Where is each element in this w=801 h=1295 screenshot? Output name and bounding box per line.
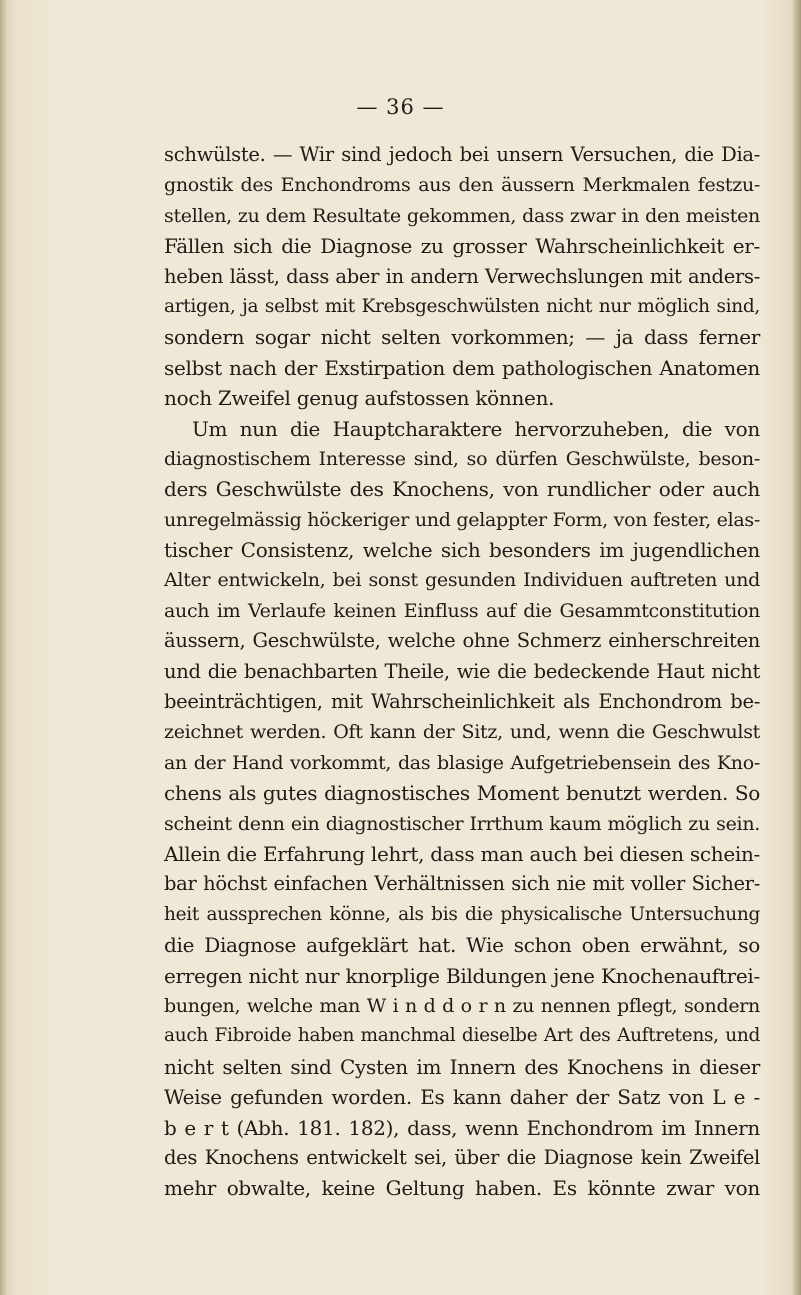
text-line: Um nun die Hauptcharaktere hervorzuheben, die von (192, 416, 760, 441)
text-line: bungen, welche man W i n d d o r n zu nennen pflegt, sondern (164, 994, 760, 1017)
text-line: bar höchst einfachen Verhältnissen sich nie mit voller Sicher- (164, 872, 760, 896)
text-line: zeichnet werden. Oft kann der Sitz, und, wenn die Geschwulst (164, 721, 760, 744)
text-line: ders Geschwülste des Knochens, von rundlicher oder auch (164, 477, 760, 502)
text-line: beeinträchtigen, mit Wahrscheinlichkeit als Enchondrom be- (164, 690, 760, 714)
text-line: und die benachbarten Theile, wie die bedeckende Haut nicht (164, 659, 760, 683)
text-line: nicht selten sind Cysten im Innern des Knochens in dieser (164, 1054, 760, 1079)
text-line: b e r t (Abh. 181. 182), dass, wenn Enchondrom im Innern (164, 1115, 760, 1140)
text-line: stellen, zu dem Resultate gekommen, dass zwar in den meisten (164, 204, 760, 227)
text-line: Fällen sich die Diagnose zu grosser Wahrscheinlichkeit er- (164, 234, 760, 259)
text-line: auch Fibroide haben manchmal dieselbe Art des Auftretens, und (164, 1025, 760, 1047)
page-number: — 36 — (356, 95, 445, 119)
text-line: heben lässt, dass aber in andern Verwechslungen mit anders- (164, 264, 760, 288)
text-line: mehr obwalte, keine Geltung haben. Es könnte zwar von (164, 1176, 760, 1201)
text-line: sondern sogar nicht selten vorkommen; — ja dass ferner (164, 325, 760, 350)
text-line: die Diagnose aufgeklärt hat. Wie schon oben erwähnt, so (164, 933, 760, 958)
text-line: noch Zweifel genug aufstossen können. (164, 386, 555, 411)
text-line: schwülste. — Wir sind jedoch bei unsern Versuchen, die Dia- (164, 143, 760, 166)
text-line: äussern, Geschwülste, welche ohne Schmerz einherschreiten (164, 629, 760, 653)
text-line: selbst nach der Exstirpation dem pathologischen Anatomen (164, 355, 760, 380)
text-line: Weise gefunden worden. Es kann daher der Satz von L e - (164, 1085, 760, 1110)
text-line: des Knochens entwickelt sei, über die Diagnose kein Zweifel (164, 1145, 760, 1169)
text-line: heit aussprechen könne, als bis die physicalische Untersuchung (164, 903, 760, 925)
text-line: artigen, ja selbst mit Krebsgeschwülsten nicht nur möglich sind, (164, 295, 760, 317)
body-text (164, 140, 760, 1204)
text-line: chens als gutes diagnostisches Moment benutzt werden. So (164, 781, 760, 806)
text-line: erregen nicht nur knorplige Bildungen jene Knochenauftrei- (164, 963, 760, 988)
text-line: tischer Consistenz, welche sich besonders im jugendlichen (164, 538, 760, 563)
text-line: an der Hand vorkommt, das blasige Aufgetriebensein des Kno- (164, 751, 760, 774)
text-line: Alter entwickeln, bei sonst gesunden Individuen auftreten und (164, 569, 760, 592)
text-line: Allein die Erfahrung lehrt, dass man auch bei diesen schein- (164, 841, 760, 866)
text-line: gnostik des Enchondroms aus den äussern Merkmalen festzu- (164, 174, 760, 197)
text-line: auch im Verlaufe keinen Einfluss auf die Gesammtconstitution (164, 599, 760, 622)
page-left-edge (0, 0, 6, 1295)
text-line: diagnostischem Interesse sind, so dürfen Geschwülste, beson- (164, 447, 760, 470)
page-right-edge (793, 0, 801, 1295)
text-line: scheint denn ein diagnostischer Irrthum kaum möglich zu sein. (164, 812, 760, 835)
text-line: unregelmässig höckeriger und gelappter Form, von fester, elas- (164, 508, 760, 531)
